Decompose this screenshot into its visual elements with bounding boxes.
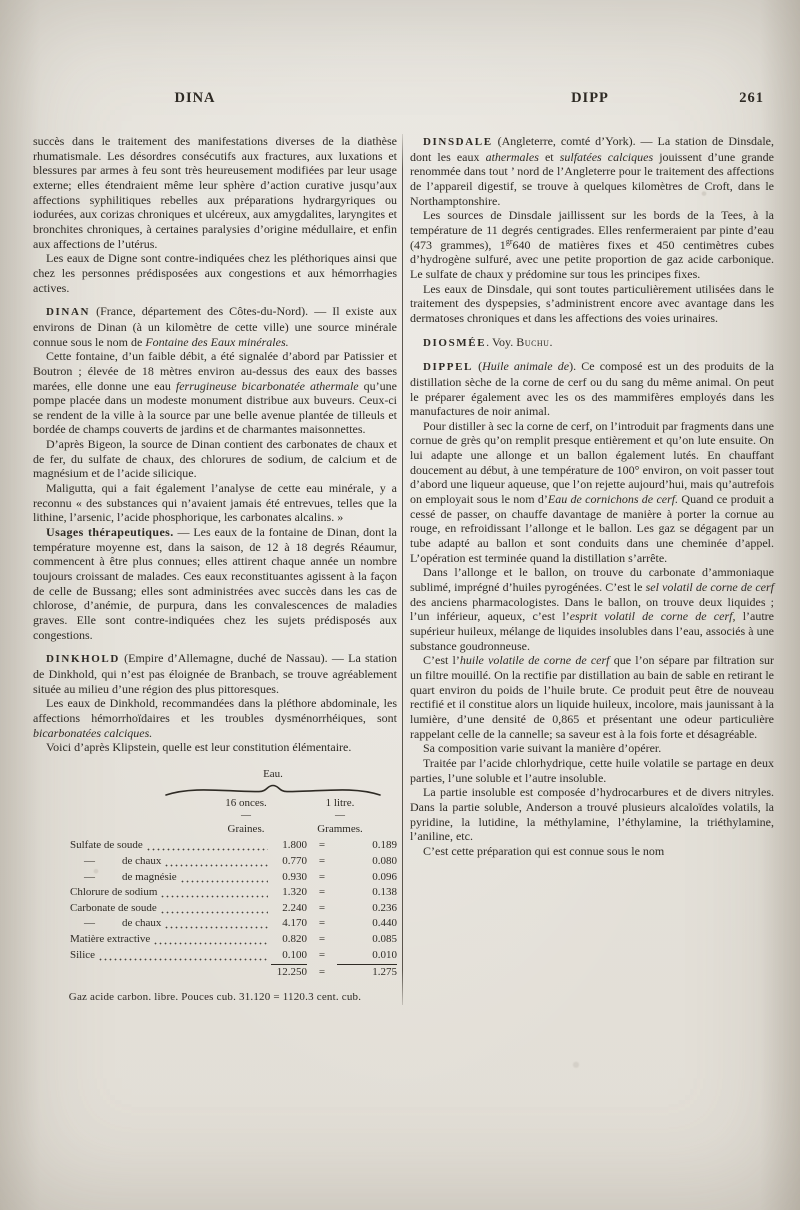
paragraph [410, 653, 774, 741]
running-head-right: DIPP [571, 90, 609, 106]
mineral-analysis-table [33, 767, 397, 1005]
substance-label: — de magnésie [70, 870, 177, 886]
paragraph [33, 481, 397, 525]
dot-leader [180, 870, 268, 886]
brace-icon [163, 783, 383, 796]
italic-term: bicarbonatées calciques. [33, 725, 153, 740]
page-number: 261 [739, 90, 764, 106]
equals-sign: = [318, 886, 326, 899]
value-grains: 0.770 [282, 855, 307, 867]
italic-term: ferrugineuse bicarbonatée athermale [175, 378, 359, 393]
paragraph-usages [33, 525, 397, 642]
paragraph [410, 419, 774, 566]
value-grammes: 0.010 [372, 948, 397, 961]
paragraph [410, 282, 774, 326]
value-grammes: 0.440 [372, 917, 397, 930]
italic-term: sel volatil de corne de cerf [645, 580, 775, 595]
text-segment: Voici d’après Klipstein, quelle est leur constitution élémentaire. [46, 740, 352, 755]
text-segment: Dans l’allonge et le ballon, on trouve du carbonate d’ammoniaque sublimé, imprégné d’huiles pyrogénées. C’est le [410, 565, 774, 595]
paragraph [410, 756, 774, 785]
text-segment: et [538, 149, 560, 164]
text-segment: que l’on sépare par filtration sur un filtre mouillé. On la rectifie par distillation au bain de sable en retirant le quart environ du poids de l’huile brute. Ce produit peut être de nouveau rectifié et il constitue alors un liquide huileux, incolore, mais jaunissant à la lumière, d’une densité de 0,865 et présentant une odeur particulière rappelant celle de la cannelle; sa saveur est à la fois forte et désagréable. [410, 653, 774, 741]
entry-dinkhold [33, 651, 397, 696]
italic-term: Fontaine des Eaux minérales. [145, 334, 289, 349]
table-row [33, 885, 397, 901]
paragraph [33, 437, 397, 481]
dot-leader [160, 885, 268, 901]
table-total-row [33, 964, 397, 980]
value-grains: 0.820 [282, 932, 307, 945]
text-segment: Maligutta, qui a fait également l’analyse de cette eau minérale, y a reconnu « des substances qui n’avaient jamais été entrevues, telles que la lithine, l’arsenic, l’acide phosphorique, les carbonates alcalins. » [33, 481, 397, 525]
ditto-dash: — [84, 870, 95, 883]
dash-2: — [335, 810, 345, 822]
total-grammes: 1.275 [337, 964, 397, 981]
text-segment: 640 de matières fixes et 450 centimètres cubes d’hydrogène sulfuré, avec une petite proportion de gaz acide carbonique. Le sulfate de chaux y prédomine sur tous les principes fixes. [410, 237, 774, 281]
total-grains: 12.250 [271, 964, 307, 981]
entry-headword: DIOSMÉE [423, 336, 487, 349]
paragraph [33, 740, 397, 755]
italic-term: Huile animale de [482, 359, 570, 374]
text-segment: (France, département des Côtes-du-Nord). — Il existe aux environs de Dinan (à un kilomètre de cette ville) une source minérale connue sous le nom de [33, 304, 397, 349]
text-segment: (Angleterre, comté d’York). — La station de Dinsdale, dont les eaux [410, 134, 774, 164]
entry-headword: DINSDALE [423, 136, 493, 148]
substance-label: — de chaux [70, 854, 161, 870]
entry-headword: DINKHOLD [46, 653, 120, 666]
column-measure-2: 1 litre. [325, 797, 355, 810]
text-segment: . Voy. [486, 334, 517, 349]
italic-term: athermales [485, 149, 539, 164]
page-body [33, 134, 774, 1005]
table-rows [33, 838, 397, 963]
text-segment: La partie insoluble est composée d’hydrocarbures et de divers nitryles. Dans la partie soluble, Anderson a trouvé plusieurs alcaloïdes volatils, la pyridine, la lutidine, la méthylamine, l’éthylamine, la triéthylamine, l’aniline, etc. [410, 785, 774, 844]
equals-sign: = [318, 966, 326, 979]
text-segment: Les sources de Dinsdale jaillissent sur les bords de la Tees, à la température de 11 degrés centigrades. Elles renfermeraient par pinte d’eau (473 grammes), 1 [410, 208, 774, 252]
entry-dippel [410, 359, 774, 419]
value-grammes: 0.080 [372, 855, 397, 867]
entry-dinsdale [410, 134, 774, 208]
text-segment: l’autre supérieur huileux, mélange de liquides insolubles dans l’eau, associés à une substance goudronneuse. [410, 609, 775, 653]
table-row [33, 838, 397, 854]
equals-sign: = [318, 917, 326, 930]
entry-dinan [33, 304, 397, 349]
table-unit-row [33, 822, 397, 837]
cross-reference: Buchu [516, 334, 550, 349]
text-segment: ). Ce composé est un des produits de la distillation sèche de la corne de cerf ou du sang du même animal. On peut le préparer également avec les os des mammifères employés dans les manufactures de noir animal. [410, 359, 774, 419]
text-segment: D’après Bigeon, la source de Dinan contient des carbonates de chaux et de fer, du sulfate de chaux, des chlorures de sodium, de calcium et de magnésium et de l’acide silicique. [33, 437, 397, 481]
dot-leader [153, 932, 268, 948]
superscript: gr [505, 236, 513, 246]
value-grammes: 0.236 [372, 901, 397, 914]
text-segment: jouissent d’une grande renommée dans tout ’ nord de l’Angleterre pour le traitement des affections de l’appareil digestif, se trouve à quelques kilomètres de Croft, dans le Northamptonshire. [410, 149, 774, 208]
dot-leader [98, 948, 268, 964]
table-row [33, 948, 397, 964]
paragraph-continuation [33, 134, 397, 251]
equals-sign: = [318, 855, 326, 867]
text-segment: Les eaux de Dinkhold, recommandées dans la pléthore abdominale, les affections hémorrhoïdaires et les troubles dysménorrhéiques, sont [33, 696, 397, 725]
value-grains: 1.800 [282, 839, 307, 852]
column-measure-1: 16 onces. [225, 797, 267, 810]
paragraph [33, 349, 397, 437]
dot-leader [164, 854, 268, 870]
subhead-label: Usages thérapeutiques. [46, 525, 174, 540]
table-row [33, 854, 397, 870]
entry-diosmee [410, 335, 774, 351]
paragraph [410, 844, 774, 859]
value-grammes: 0.138 [372, 886, 397, 899]
text-segment: Sa composition varie suivant la manière d’opérer. [423, 741, 662, 756]
equals-sign: = [318, 932, 326, 945]
value-grains: 1.320 [282, 886, 307, 899]
equals-sign: = [318, 948, 326, 961]
text-segment: ( [472, 359, 483, 374]
text-segment: Pour distiller à sec la corne de cerf, on l’introduit par fragments dans une cornue de grès qu’on remplit presque entièrement et qu’on lute ensuite. On lui adapte une allonge et un ballon également lutés. En chauffant doucement au début, à une température de 100° environ, on voit passer tout d’abord une liqueur aqueuse, que l’on rejette aujourd’hui, mais qu’autrefois on employait sous le nom d’ [410, 418, 774, 507]
text-segment: (Empire d’Allemagne, duché de Nassau). — La station de Dinkhold, qui n’est pas éloignée de Branbach, se trouve agréablement située au milieu d’une région des plus pittoresques. [33, 651, 397, 696]
table-footnote: Gaz acide carbon. libre. Pouces cub. 31.120 = 1120.3 cent. cub. [68, 990, 362, 1003]
italic-term: sulfatées calciques [559, 149, 654, 164]
column-unit-1: Graines. [227, 823, 265, 836]
table-row [33, 932, 397, 948]
paragraph [410, 741, 774, 756]
column-divider [402, 134, 403, 1005]
text-segment: Les eaux de Dinsdale, qui sont toutes particulièrement utilisées dans le traitement des dyspepsies, s’administrent encore avec avantage dans les dermatoses chroniques et dans les affections des voies urinaires. [410, 281, 774, 325]
italic-term: esprit volatil de corne de cerf, [569, 609, 736, 624]
table-group-header: Eau. [263, 767, 283, 780]
right-column [410, 134, 774, 1005]
equals-sign: = [318, 901, 326, 914]
table-measure-row [33, 796, 397, 811]
value-grammes: 0.085 [372, 932, 397, 945]
substance-label: Carbonate de soude [70, 901, 157, 914]
text-segment: qu’une pompe placée dans un modeste monument distribue aux buveurs. Ceux-ci se rendent de la ville à la source par une belle avenue plantée de tilleuls et bordée de champs couverts de jardins et de charmantes maisonnettes. [33, 378, 397, 437]
equals-sign: = [318, 870, 326, 883]
ditto-dash: — [84, 855, 95, 867]
running-head-left: DINA [174, 90, 216, 106]
text-segment: Traitée par l’acide chlorhydrique, cette huile volatile se partage en deux parties, l’une soluble et l’autre insoluble. [410, 755, 774, 785]
text-segment: — Les eaux de la fontaine de Dinan, dont la température moyenne est, dans la saison, de 12 à 18 degrés Réaumur, commencent à être plus connues; elles attirent chaque année un nombre toujours croissant de malades. Ces eaux reconstituantes agissent à la façon de celle de Bussang; elles sont administrées avec succès dans les cas de chlorose, d’anémie, de purpura, dans les convalescences de maladies graves. Elle sont contre-indiquées chez les sujets prédisposés aux congestions. [33, 525, 397, 642]
paragraph [410, 785, 774, 844]
substance-label: Silice [70, 948, 96, 961]
value-grammes: 0.096 [372, 870, 397, 883]
substance-label: — de chaux [70, 916, 161, 932]
paragraph [410, 565, 774, 653]
dot-leader [160, 901, 268, 917]
substance-label: Chlorure de sodium [70, 886, 158, 899]
text-segment: C’est cette préparation qui est connue sous le nom [423, 843, 665, 858]
paragraph [410, 208, 774, 281]
paragraph [33, 696, 397, 740]
text-segment: Quand ce produit a cessé de passer, on chauffe davantage de manière à porter la cornue au rouge, en refroidissant l’allonge et le ballon. Les gaz se dégagent par un tube adapté au ballon et sont conduits dans une cheminée d’appel. L’opération est terminée quand la distillation s’arrête. [410, 492, 774, 565]
dash-1: — [241, 810, 251, 822]
text-segment: C’est l’ [423, 653, 460, 668]
dot-leader [146, 838, 268, 854]
substance-label: Sulfate de soude [70, 839, 143, 852]
entry-headword: DINAN [46, 306, 91, 319]
italic-term: huile volatile de corne de cerf [459, 653, 610, 668]
text-segment: Cette fontaine, d’un faible débit, a été signalée d’abord par Patissier et Boutron ; élevée de 18 mètres environ au-dessus des eaux des basses marées, elle donne une eau [33, 349, 397, 393]
text-segment: Les eaux de Digne sont contre-indiquées chez les pléthoriques ainsi que chez les personnes prédisposées aux congestions et aux hémorrhagies actives. [33, 251, 397, 295]
value-grains: 2.240 [282, 901, 307, 914]
text-segment: des anciens pharmacologistes. Dans le ballon, on trouve deux liquides ; l’un inférieur, aqueux, c’est l’ [410, 594, 774, 624]
table-row [33, 901, 397, 917]
text-segment: . [549, 334, 553, 349]
entry-headword: DIPPEL [423, 361, 473, 374]
ditto-dash: — [84, 917, 95, 930]
value-grains: 0.930 [282, 870, 307, 883]
equals-sign: = [318, 839, 326, 852]
paragraph [33, 251, 397, 295]
dot-leader [164, 916, 268, 932]
table-dash-row [33, 811, 397, 822]
table-row [33, 916, 397, 932]
left-column [33, 134, 397, 1005]
value-grains: 0.100 [282, 948, 307, 961]
table-row [33, 870, 397, 886]
value-grammes: 0.189 [372, 839, 397, 852]
column-unit-2: Grammes. [317, 823, 363, 836]
italic-term: Eau de cornichons de cerf. [547, 492, 679, 507]
text-segment: succès dans le traitement des manifestations diverses de la diathèse rhumatismale. Les désordres consécutifs aux fractures, aux luxations et blessures par armes à feu sont très heureusement modifiées par leur usage externe; elles étendraient même leur sphère d’action curative jusqu’aux affections syphilitiques rebelles aux préparations hydrargyriques ou iodurées, aux corizas chroniques et ulcéreux, aux amygdalites, laryngites et bronchites chroniques, à certaines paralysies d’origine médullaire, et enfin aux affections de l’utérus. [33, 134, 397, 251]
substance-label: Matière extractive [70, 932, 151, 945]
value-grains: 4.170 [282, 917, 307, 930]
running-head [0, 90, 800, 108]
